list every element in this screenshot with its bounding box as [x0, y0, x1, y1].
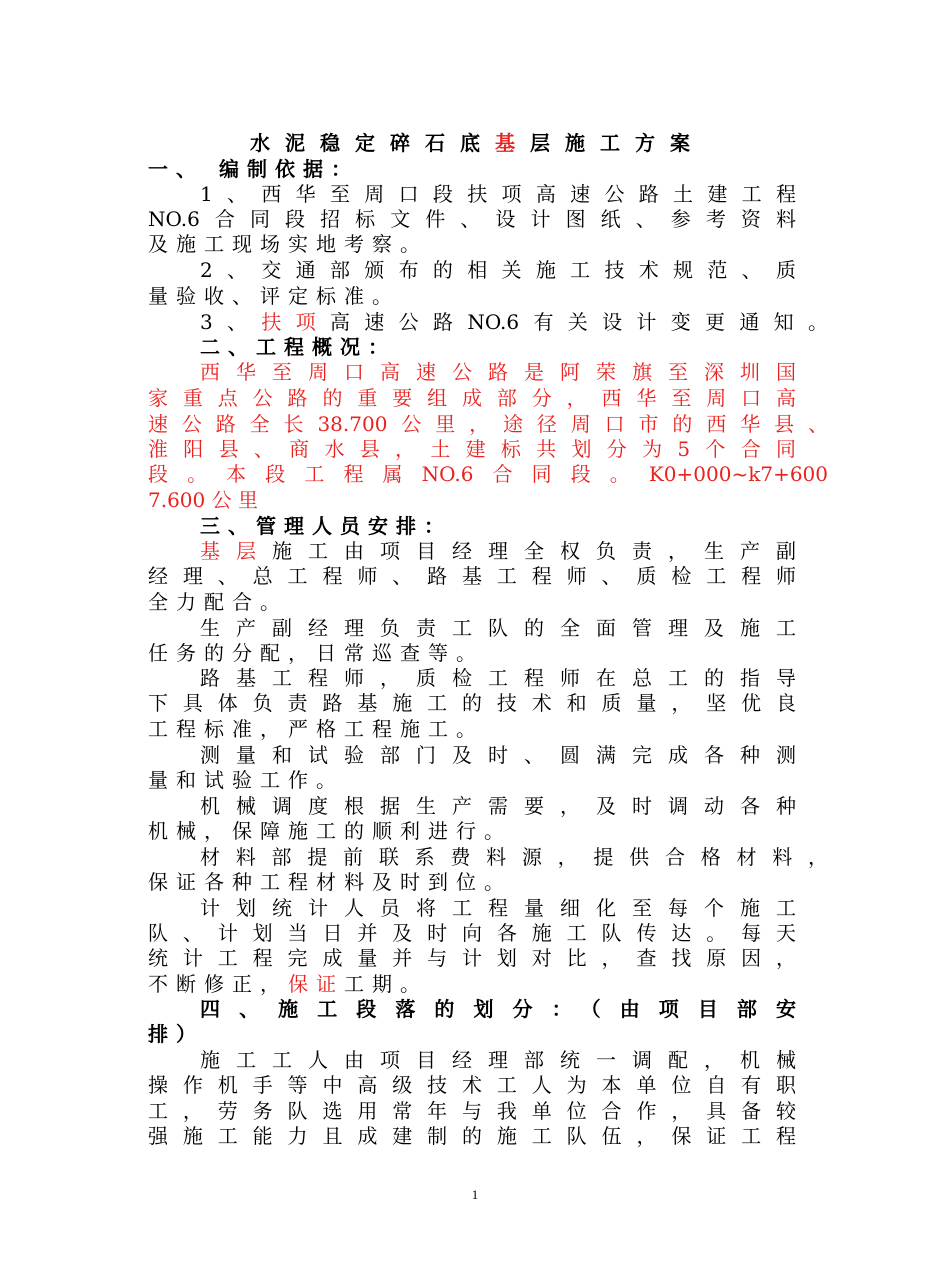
- para-7-line-4-post: 工期。: [344, 972, 428, 996]
- section-4-para-1-line-2: 操作机手等中高级技术工人为本单位自有职: [148, 1073, 796, 1097]
- title-part-1: 水泥稳定碎石底: [250, 131, 495, 155]
- para-7-highlight: 保证: [288, 972, 344, 996]
- section-4-heading-line-1: 四、施工段落的划分：（由项目部安: [200, 997, 796, 1021]
- section-3-para-7-line-3: 统计工程完成量并与计划对比，查找原因，: [148, 946, 796, 970]
- section-1-item-1-line-3: 及施工现场实地考察。: [148, 232, 428, 256]
- section-3-heading: 三、管理人员安排：: [200, 514, 452, 538]
- section-1-item-2-line-1: 2、交通部颁布的相关施工技术规范、质: [200, 258, 796, 282]
- section-3-para-1-line-2: 经理、总工程师、路基工程师、质检工程师: [148, 564, 796, 588]
- para-7-line-4-pre: 不断修正，: [148, 972, 288, 996]
- section-3-para-3-line-2: 下具体负责路基施工的技术和质量，坚优良: [148, 691, 796, 715]
- page-number: 1: [471, 1187, 479, 1202]
- para-1-highlight: 基层: [200, 539, 272, 563]
- section-3-para-1-line-3: 全力配合。: [148, 590, 288, 614]
- section-3-para-3-line-1: 路基工程师，质检工程师在总工的指导: [200, 666, 796, 690]
- section-3-para-7-line-2: 队、计划当日并及时向各施工队传达。每天: [148, 921, 796, 945]
- section-1-item-2-line-2: 量验收、评定标准。: [148, 284, 400, 308]
- section-3-para-2-line-1: 生产副经理负责工队的全面管理及施工: [200, 616, 796, 640]
- section-3-para-5-line-1: 机械调度根据生产需要，及时调动各种: [200, 794, 796, 818]
- item-3-number: 3、: [200, 310, 262, 334]
- section-4-para-1-line-4: 强施工能力且成建制的施工队伍，保证工程: [148, 1124, 796, 1148]
- section-2-line-2: 家重点公路的重要组成部分，西华至周口高: [148, 386, 796, 410]
- section-3-para-6-line-2: 保证各种工程材料及时到位。: [148, 870, 512, 894]
- section-3-para-3-line-3: 工程标准，严格工程施工。: [148, 717, 484, 741]
- section-3-para-2-line-2: 任务的分配，日常巡查等。: [148, 641, 484, 665]
- section-1-item-1-line-2: NO.6合同段招标文件、设计图纸、参考资料: [148, 207, 796, 231]
- section-3-para-5-line-2: 机械，保障施工的顺利进行。: [148, 819, 512, 843]
- title-highlight: 基: [495, 131, 530, 155]
- section-3-para-7-line-4: [148, 972, 796, 997]
- section-2-line-3: 速公路全长38.700公里，途径周口市的西华县、: [148, 412, 828, 436]
- section-4-para-1-line-3: 工，劳务队选用常年与我单位合作，具备较: [148, 1099, 796, 1123]
- item-3-rest: 高速公路NO.6有关设计变更通知。: [330, 310, 829, 334]
- section-1-item-1-line-1: 1、西华至周口段扶项高速公路土建工程: [200, 182, 796, 206]
- item-3-highlight: 扶项: [261, 310, 331, 334]
- title-part-2: 层施工方案: [530, 131, 690, 155]
- section-3-para-4-line-2: 量和试验工作。: [148, 768, 344, 792]
- section-1-item-3: [200, 310, 828, 335]
- section-3-para-6-line-1: 材料部提前联系费料源，提供合格材料，: [200, 845, 828, 869]
- section-4-heading-line-2: 排）: [148, 1022, 204, 1046]
- section-2-line-6: 7.600 公 里: [148, 488, 258, 512]
- section-3-para-7-line-1: 计划统计人员将工程量细化至每个施工: [200, 896, 796, 920]
- document-title: [250, 131, 690, 156]
- section-2-line-4: 淮阳县、商水县，土建标共划分为5个合同: [148, 437, 796, 461]
- section-2-line-1: 西华至周口高速公路是阿荣旗至深圳国: [200, 360, 796, 384]
- section-2-line-5: 段。本段工程属NO.6合同段。K0+000~k7+600: [148, 462, 828, 486]
- para-1-line-1-rest: 施工由项目经理全权负责，生产副: [272, 539, 796, 563]
- section-2-heading: 二、工程概况：: [200, 335, 396, 359]
- section-4-para-1-line-1: 施工工人由项目经理部统一调配，机械: [200, 1048, 796, 1072]
- section-1-heading: 一、 编制依据：: [148, 157, 359, 181]
- section-3-para-4-line-1: 测量和试验部门及时、圆满完成各种测: [200, 743, 796, 767]
- section-3-para-1-line-1: [200, 539, 796, 564]
